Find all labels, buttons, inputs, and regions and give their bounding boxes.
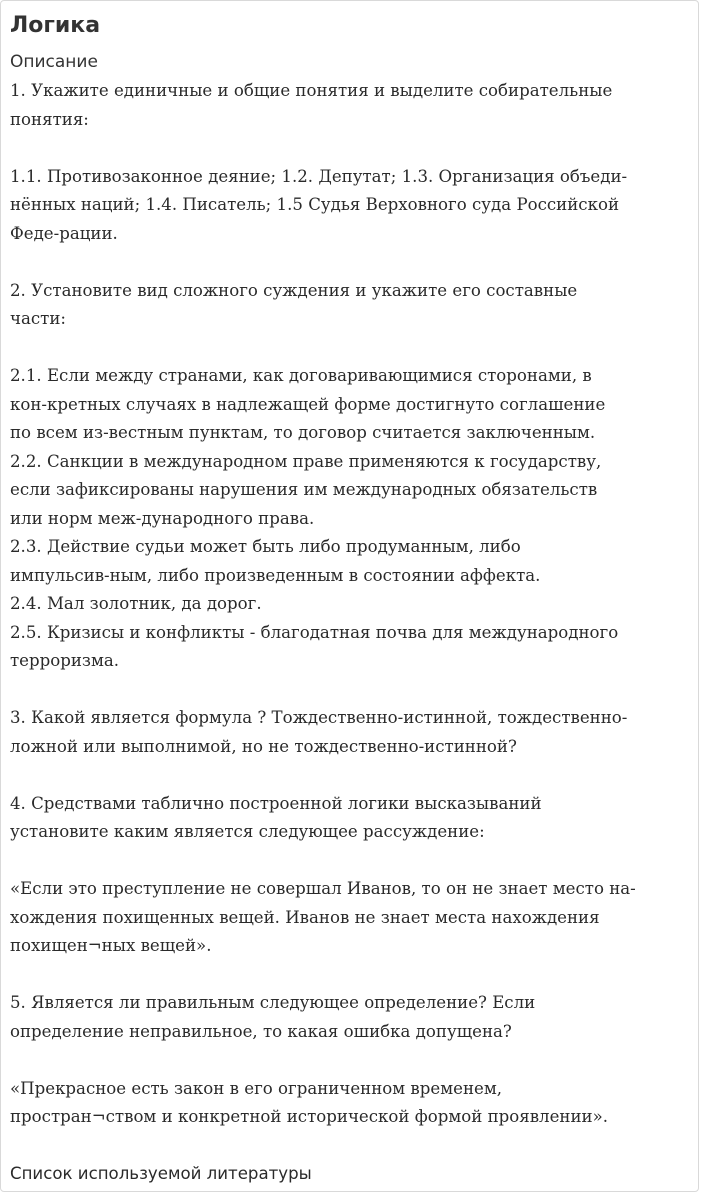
body-line: 5. Является ли правильным следующее определение? Если xyxy=(10,993,536,1012)
body-line xyxy=(10,334,690,363)
body-line: установите каким является следующее рассуждение: xyxy=(10,822,485,841)
body-line: понятия: xyxy=(10,109,89,129)
body-line: или норм меж-дународного права. xyxy=(10,508,315,528)
body-line: «Прекрасное есть закон в его ограниченном временем, xyxy=(10,1078,503,1098)
section-label-description: Описание xyxy=(10,52,98,72)
references-heading: Список используемой литературы xyxy=(10,1164,312,1183)
body-line: 2. Установите вид сложного суждения и укажите его составные xyxy=(10,280,578,300)
body-line: 2.5. Кризисы и конфликты - благодатная почва для международного xyxy=(10,622,619,642)
body-line: хождения похищенных вещей. Иванов не знает места нахождения xyxy=(10,907,600,927)
body-line: простран¬ством и конкретной исторической формой проявлении». xyxy=(10,1107,609,1126)
body-line: терроризма. xyxy=(10,651,120,670)
body-line xyxy=(10,676,690,705)
document-body xyxy=(10,77,690,1189)
body-line: импульсив-ным, либо произведенным в состоянии аффекта. xyxy=(10,565,541,585)
body-line: 1.1. Противозаконное деяние; 1.2. Депутат; 1.3. Организация объеди- xyxy=(10,166,628,186)
body-line: Феде-рации. xyxy=(10,223,118,243)
body-line xyxy=(10,847,690,876)
body-line xyxy=(10,961,690,990)
body-line: 2.2. Санкции в международном праве применяются к государству, xyxy=(10,451,602,471)
body-line xyxy=(10,761,690,790)
body-line xyxy=(10,248,690,277)
body-line xyxy=(10,1132,690,1161)
page-title: Логика xyxy=(10,13,101,38)
body-line: по всем из-вестным пунктам, то договор считается заключенным. xyxy=(10,423,596,442)
body-line: кон-кретных случаях в надлежащей форме достигнуто соглашение xyxy=(10,394,606,414)
body-line: если зафиксированы нарушения им международных обязательств xyxy=(10,480,598,499)
body-line: нённых наций; 1.4. Писатель; 1.5 Судья Верховного суда Российской xyxy=(10,195,620,214)
body-line: части: xyxy=(10,309,66,328)
body-line: определение неправильное, то какая ошибка допущена? xyxy=(10,1021,512,1041)
body-line xyxy=(10,134,690,163)
body-line: 3. Какой является формула ? Тождественно-истинной, тождественно- xyxy=(10,708,628,727)
body-line: похищен¬ных вещей». xyxy=(10,936,212,955)
body-line: «Если это преступление не совершал Иванов, то он не знает место на- xyxy=(10,879,636,898)
body-line xyxy=(10,1046,690,1075)
body-line: 2.1. Если между странами, как договаривающимися сторонами, в xyxy=(10,366,592,385)
body-line: ложной или выполнимой, но не тождественно-истинной? xyxy=(10,736,517,756)
body-line: 2.3. Действие судьи может быть либо продуманным, либо xyxy=(10,537,521,556)
body-line: 2.4. Мал золотник, да дорог. xyxy=(10,594,262,613)
body-line: 4. Средствами таблично построенной логики высказываний xyxy=(10,793,542,813)
body-line: 1. Укажите единичные и общие понятия и выделите собирательные xyxy=(10,81,613,100)
